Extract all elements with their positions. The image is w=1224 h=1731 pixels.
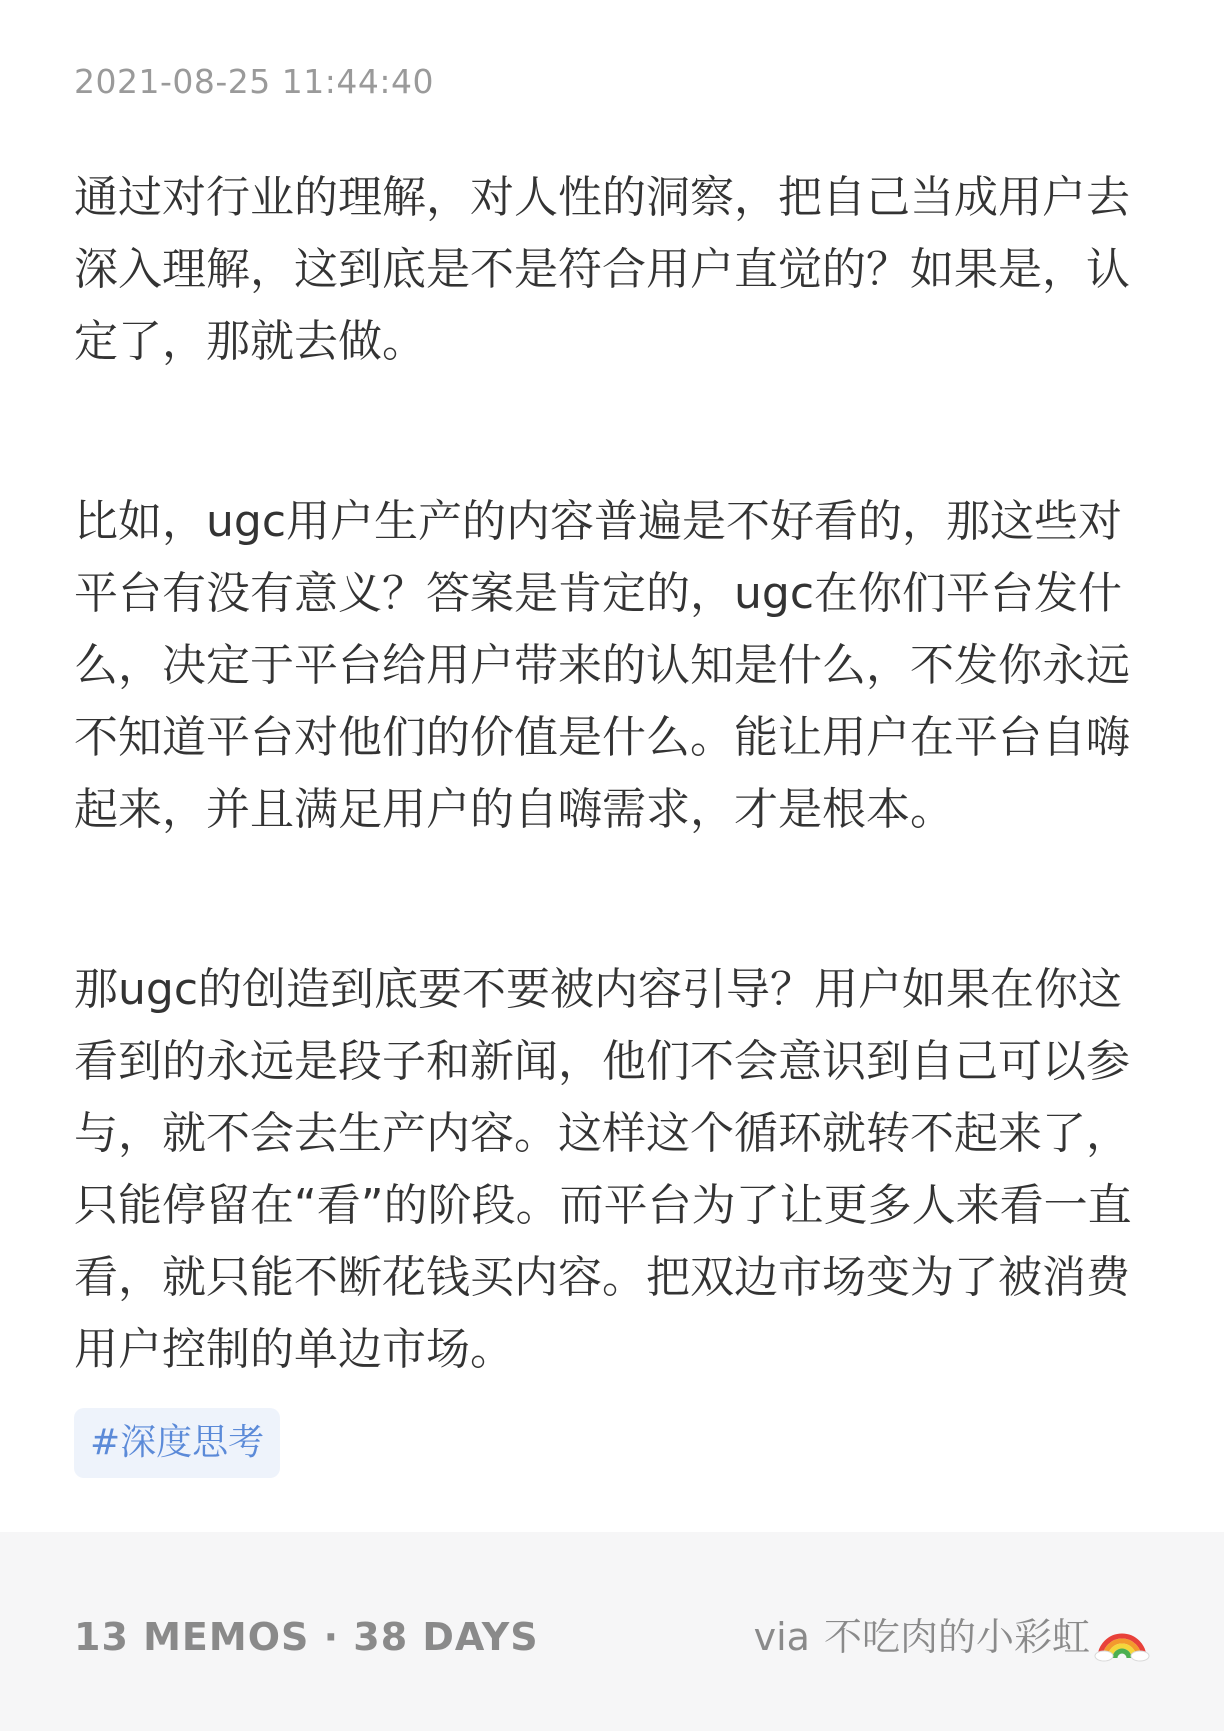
memo-tag[interactable]: #深度思考 xyxy=(74,1408,280,1478)
author-attribution xyxy=(754,1612,1150,1662)
memo-paragraph-2: 比如，ugc用户生产的内容普遍是不好看的，那这些对平台有没有意义？答案是肯定的，ugc在你们平台发什么，决定于平台给用户带来的认知是什么，不发你永远不知道平台对他们的价值是什么。能让用户在平台自嗨起来，并且满足用户的自嗨需求，才是根本。 xyxy=(74,496,1130,835)
author-name: 不吃肉的小彩虹 xyxy=(823,1615,1090,1659)
memo-paragraph-1: 通过对行业的理解，对人性的洞察，把自己当成用户去深入理解，这到底是不是符合用户直觉的？如果是，认定了，那就去做。 xyxy=(74,172,1130,367)
memo-stats: 13 MEMOS · 38 DAYS xyxy=(74,1615,539,1659)
memo-timestamp: 2021-08-25 11:44:40 xyxy=(74,62,434,101)
memo-content xyxy=(74,162,1154,1478)
rainbow-icon xyxy=(1094,1612,1150,1662)
memo-paragraph-3: 那ugc的创造到底要不要被内容引导？用户如果在你这看到的永远是段子和新闻，他们不会意识到自己可以参与，就不会去生产内容。这样这个循环就转不起来了，只能停留在“看”的阶段。而平台为了让更多人来看一直看，就只能不断花钱买内容。把双边市场变为了被消费用户控制的单边市场。 xyxy=(74,964,1132,1375)
footer xyxy=(0,1532,1224,1731)
via-label: via xyxy=(753,1615,810,1659)
